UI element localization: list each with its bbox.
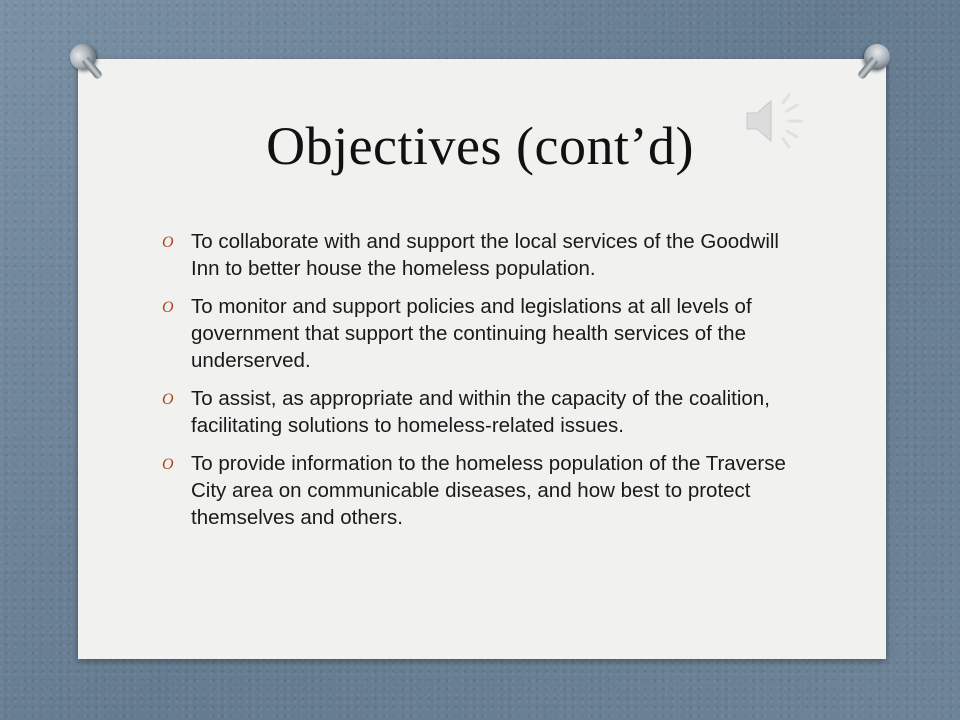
speaker-icon[interactable] [743,91,813,151]
slide-title: Objectives (cont’d) [266,116,694,176]
bullet-marker: O [162,234,174,251]
objectives-list [158,228,798,542]
pushpin-icon [859,39,896,76]
pushpin-icon [65,39,102,76]
list-item [158,293,798,374]
list-item [158,385,798,439]
bullet-text: To collaborate with and support the local services of the Goodwill Inn to better house the homeless population. [191,230,779,280]
bullet-text: To monitor and support policies and legislations at all levels of government that support the continuing health services of the underserved. [191,295,752,372]
bullet-marker: O [162,391,174,408]
bullet-marker: O [162,299,174,316]
bullet-text: To provide information to the homeless population of the Traverse City area on communicable diseases, and how best to protect themselves and others. [191,452,786,529]
list-item [158,228,798,282]
list-item [158,450,798,531]
bullet-text: To assist, as appropriate and within the capacity of the coalition, facilitating solutions to homeless-related issues. [191,387,770,437]
bullet-marker: O [162,456,174,473]
